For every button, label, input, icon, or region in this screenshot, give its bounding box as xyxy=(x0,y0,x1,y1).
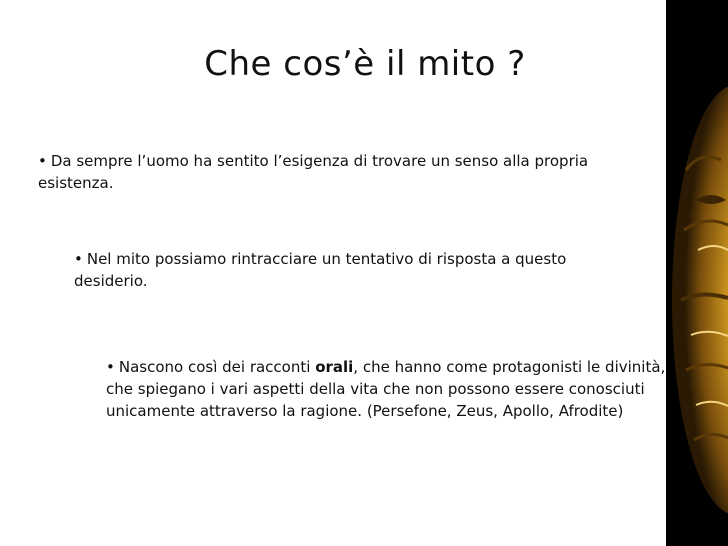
bullet-marker: • xyxy=(74,250,83,268)
golden-mask-icon xyxy=(666,0,728,546)
bullet-2 xyxy=(74,248,634,292)
bullet-1-text: Da sempre l’uomo ha sentito l’esigenza di trovare un senso alla propria esistenza. xyxy=(38,152,589,192)
bullet-3-text-bold: orali xyxy=(315,358,354,376)
bullet-3-text-after: , che hanno come protagonisti le divinità, che spiegano i vari aspetti della vita che non possono essere conosciuti unicamente attraverso la ragione. (Persefone, Zeus, Apollo, Afrodite) xyxy=(106,358,666,420)
bullet-marker: • xyxy=(38,152,47,170)
bullet-2-text: Nel mito possiamo rintracciare un tentativo di risposta a questo desiderio. xyxy=(74,250,567,290)
bullet-1 xyxy=(38,150,598,194)
slide-title: Che cos’è il mito ? xyxy=(204,44,526,84)
bullet-3 xyxy=(106,356,666,422)
bullet-marker: • xyxy=(106,358,115,376)
golden-mask-image xyxy=(666,0,728,546)
bullet-3-text-before: Nascono così dei racconti xyxy=(118,358,316,376)
